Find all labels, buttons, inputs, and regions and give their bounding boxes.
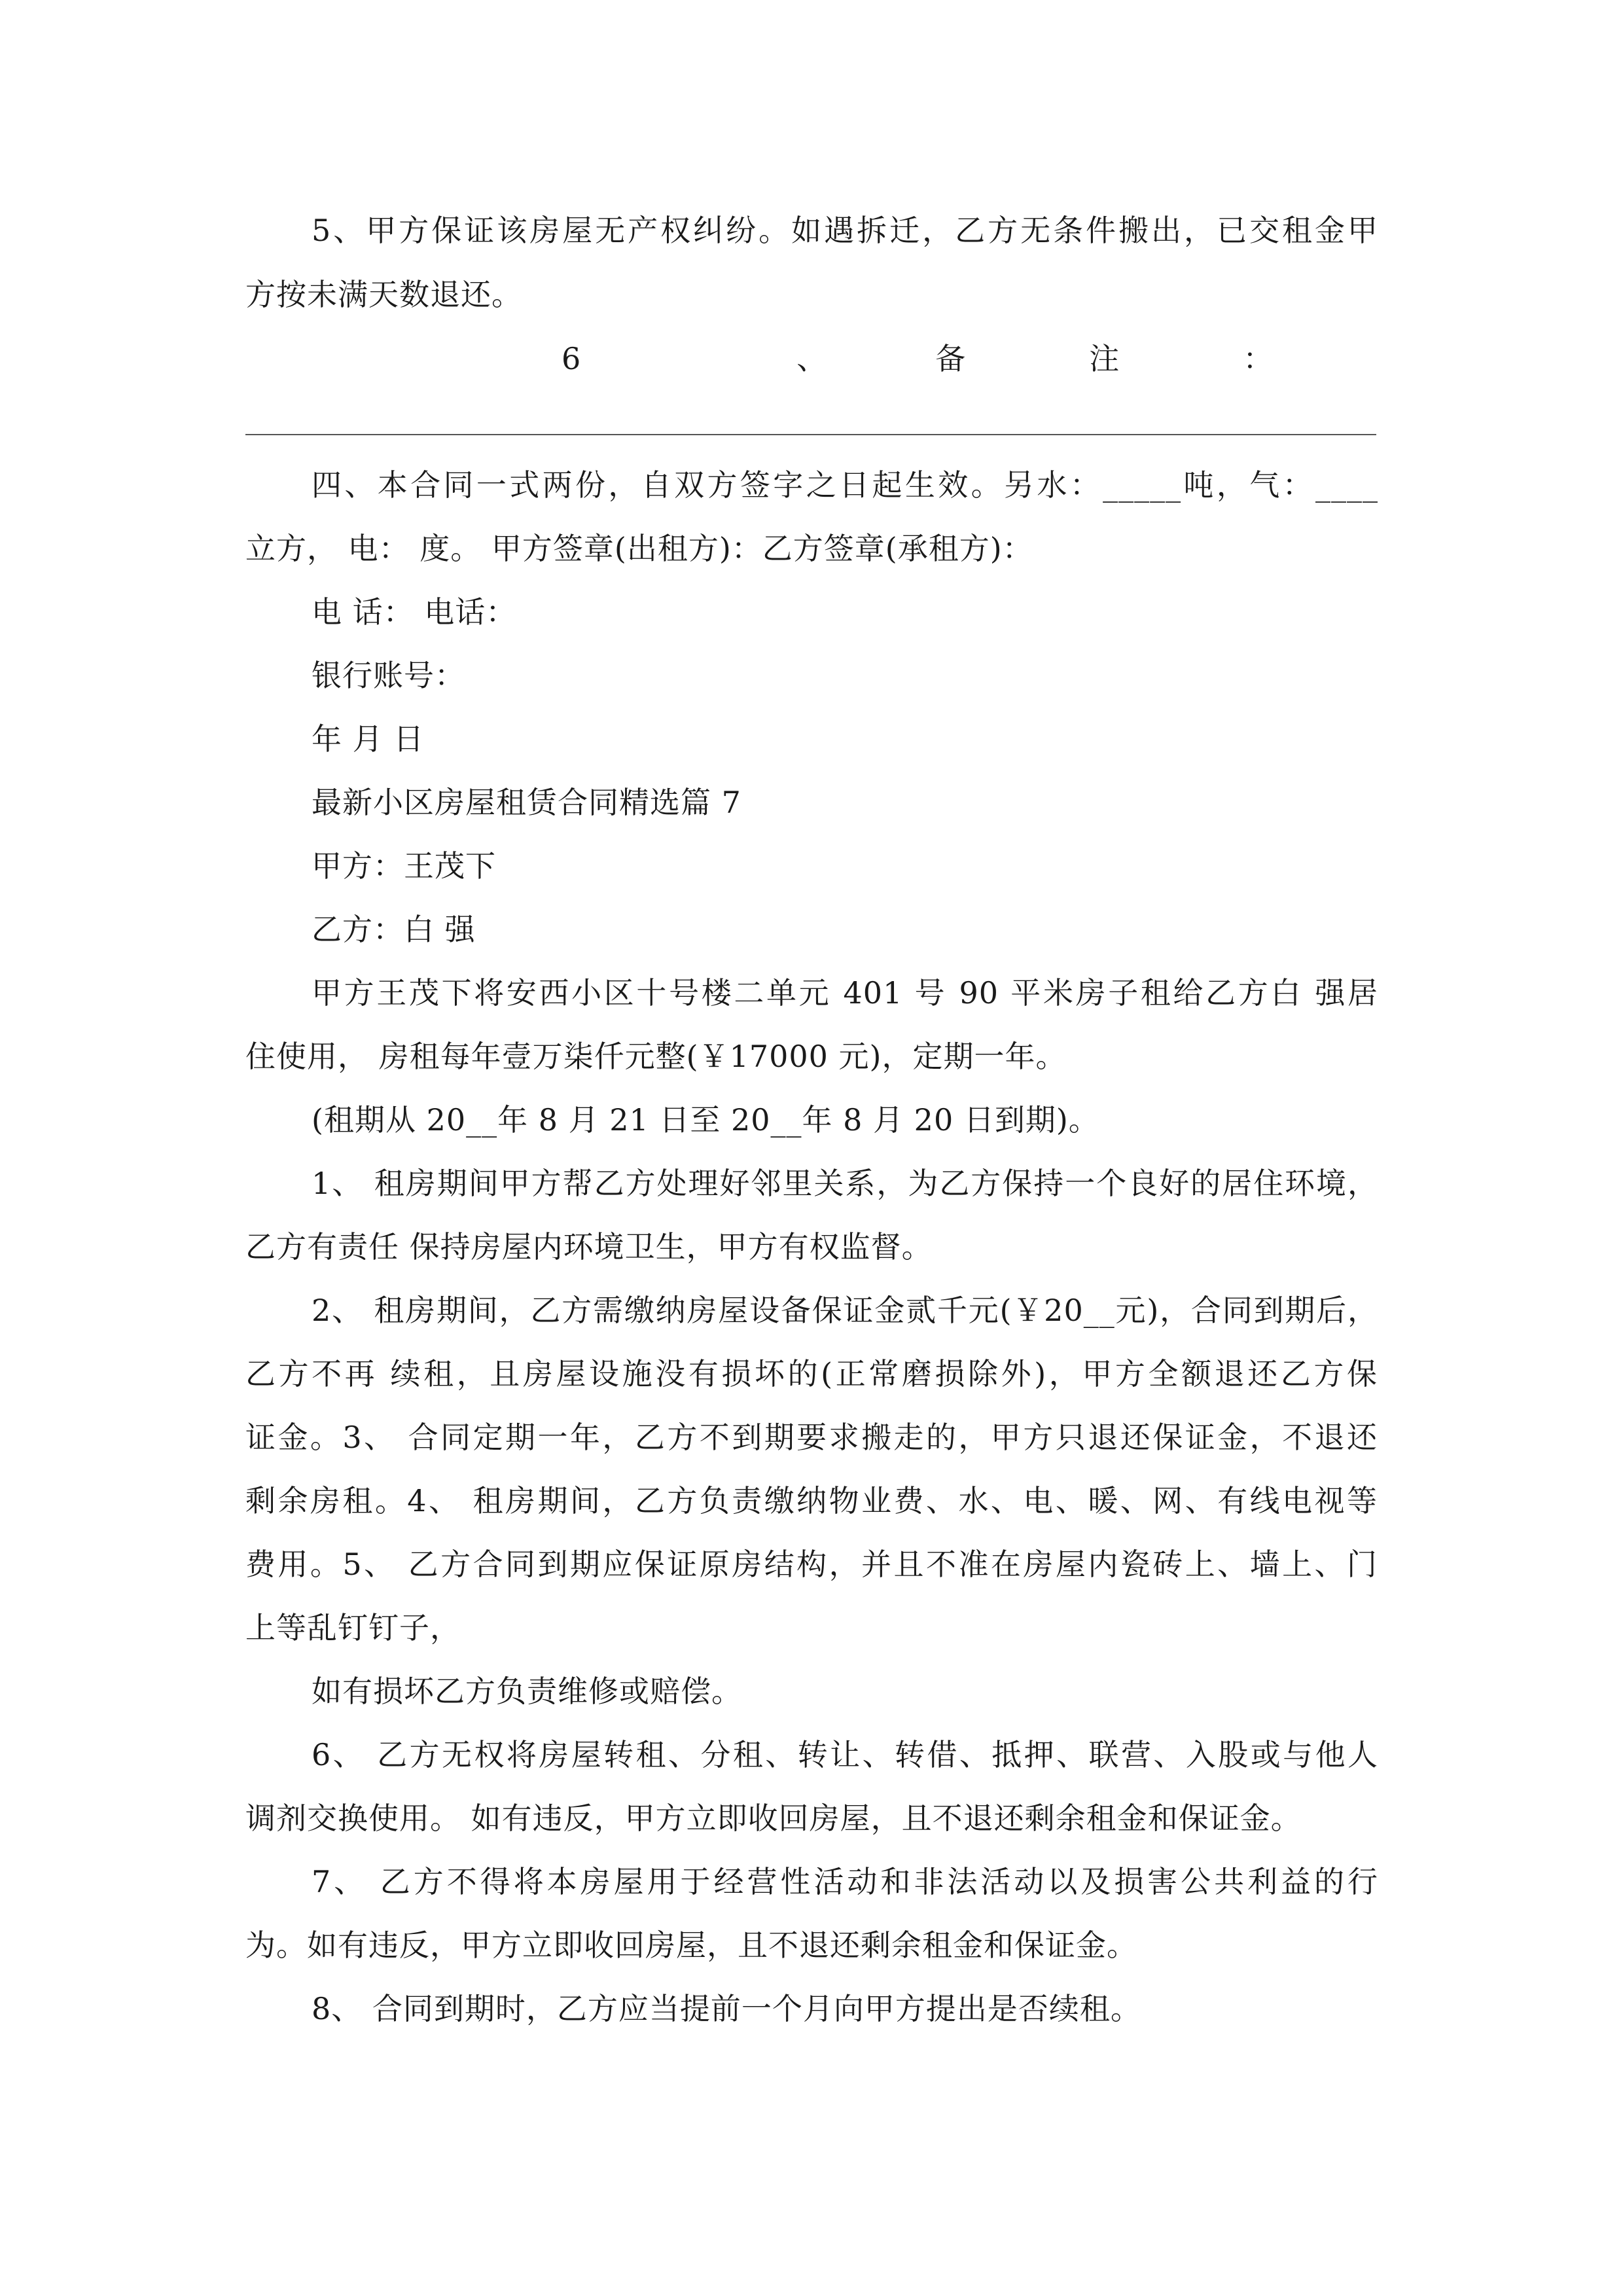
date-line: 年 月 日 bbox=[312, 721, 425, 757]
item-6-line-1: 6、 乙方无权将房屋转租、分租、转让、转借、抵押、联营、入股或与他人 bbox=[312, 1737, 1378, 1772]
party-a: 甲方：王茂下 bbox=[312, 848, 496, 884]
section-title: 最新小区房屋租赁合同精选篇 7 bbox=[312, 785, 741, 820]
bank-account-line: 银行账号： bbox=[312, 658, 465, 693]
intro-line-1: 甲方王茂下将安西小区十号楼二单元 401 号 90 平米房子租给乙方白 强居 bbox=[312, 975, 1378, 1011]
intro-line-2: 住使用， 房租每年壹万柒仟元整(￥17000 元)，定期一年。 bbox=[245, 1039, 1067, 1074]
lease-term-line: (租期从 20__年 8 月 21 日至 20__年 8 月 20 日到期)。 bbox=[312, 1102, 1099, 1138]
item-2-line-3: 证金。3、 合同定期一年，乙方不到期要求搬走的，甲方只退还保证金，不退还 bbox=[245, 1420, 1378, 1455]
item-8-line-1: 8、 合同到期时，乙方应当提前一个月向甲方提出是否续租。 bbox=[312, 1991, 1141, 2026]
item-2-line-1: 2、 租房期间，乙方需缴纳房屋设备保证金贰千元(￥20__元)，合同到期后， bbox=[312, 1293, 1378, 1328]
item-1-line-2: 乙方有责任 保持房屋内环境卫生，甲方有权监督。 bbox=[245, 1229, 933, 1265]
remarks-heading: 6 、 备 注 ： bbox=[562, 341, 1274, 376]
clause-four-line-1: 四、本合同一式两份，自双方签字之日起生效。另水：_____吨，气：____ bbox=[312, 467, 1378, 503]
item-6-line-2: 调剂交换使用。 如有违反，甲方立即收回房屋，且不退还剩余租金和保证金。 bbox=[245, 1801, 1302, 1836]
remarks-blank-line bbox=[245, 434, 1376, 435]
phone-line: 电 话： 电话： bbox=[312, 594, 517, 630]
item-2-line-2: 乙方不再 续租，且房屋设施没有损坏的(正常磨损除外)，甲方全额退还乙方保 bbox=[245, 1356, 1378, 1391]
item-2-line-6: 上等乱钉钉子， bbox=[245, 1610, 461, 1645]
damage-line: 如有损坏乙方负责维修或赔偿。 bbox=[312, 1674, 742, 1709]
item-2-line-5: 费用。5、 乙方合同到期应保证原房结构，并且不准在房屋内瓷砖上、墙上、门 bbox=[245, 1547, 1378, 1582]
item-7-line-2: 为。如有违反，甲方立即收回房屋，且不退还剩余租金和保证金。 bbox=[245, 1928, 1137, 1963]
item-7-line-1: 7、 乙方不得将本房屋用于经营性活动和非法活动以及损害公共利益的行 bbox=[312, 1864, 1378, 1899]
clause-four-line-2: 立方， 电： 度。 甲方签章(出租方)：乙方签章(承租方)： bbox=[245, 531, 1033, 566]
item-2-line-4: 剩余房租。4、 租房期间，乙方负责缴纳物业费、水、电、暖、网、有线电视等 bbox=[245, 1483, 1378, 1518]
clause-5-line-1: 5、甲方保证该房屋无产权纠纷。如遇拆迁，乙方无条件搬出，已交租金甲 bbox=[312, 213, 1378, 248]
party-b: 乙方：白 强 bbox=[312, 912, 476, 947]
clause-5-line-2: 方按未满天数退还。 bbox=[245, 277, 522, 312]
item-1-line-1: 1、 租房期间甲方帮乙方处理好邻里关系，为乙方保持一个良好的居住环境， bbox=[312, 1166, 1378, 1201]
